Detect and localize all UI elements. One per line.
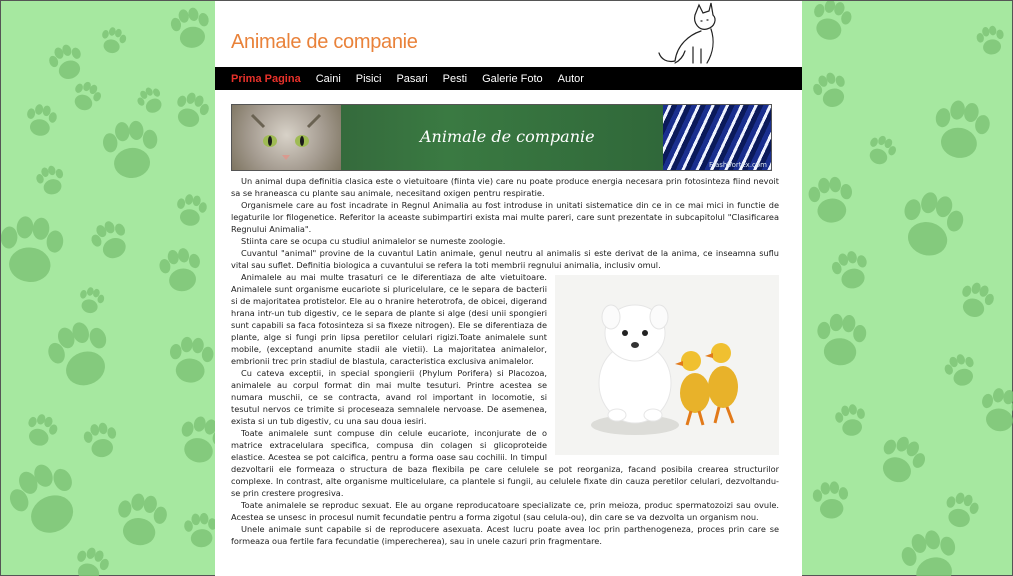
site-title[interactable]: Animale de companie xyxy=(231,31,418,53)
nav-item-prima-pagina[interactable]: Prima Pagina xyxy=(231,72,301,85)
paragraph: Toate animalele sunt compuse din celule eucariote, inconjurate de o matrice extracelulara specifica, compusa din colagen si glicoproteide elastice. Acestea se pot calcifica, pentru a forma oase sau cochilii. In timpul dezvoltarii ele formeaza o structura de baza flexibila pe care celulele se pot reorganiza, facand posibila crearea structurilor complexe. In contrast, alte organisme multicelulare, ca plantele si fungii, au celulele fixate din cauza peretilor celulari, dezvoltandu-se prin crestere progresiva. xyxy=(231,428,779,498)
puppy-ducklings-photo xyxy=(555,275,779,455)
paragraph: Toate animalele se reproduc sexuat. Ele au organe reproducatoare specializate ce, prin meioza, produc spermatozoizi sau ovule. Acestea se unsesc in procesul numit fecundatie pentru a forma zigotul (sau celula-ou), din care se va dezvolta un organism nou. xyxy=(231,500,779,522)
paragraph: Stiinta care se ocupa cu studiul animalelor se numeste zoologie. xyxy=(241,236,506,246)
site-header xyxy=(215,1,802,67)
article-content xyxy=(231,175,779,547)
paragraph: Unele animale sunt capabile si de reproducere asexuata. Acest lucru poate avea loc prin parthenogeneza, proces prin care se formeaza oua fertile fara fecundatie (imperecherea), sau in unele cazuri prin fragmentare. xyxy=(231,524,779,546)
flash-banner[interactable] xyxy=(231,104,772,171)
banner-cat-photo xyxy=(232,105,341,171)
paragraph: Cuvantul "animal" provine de la cuvantul Latin animale, genul neutru al animalis si este derivat de la anima, ce inseamna suflu vital sau suflet. Definitia biologica a cuvantului se refera la toti membrii regnului animalia, inclusiv omul. xyxy=(231,248,779,270)
paragraph: Organismele care au fost incadrate in Regnul Animalia au fost introduse in unitati sistematice din ce in ce mai mici in functie de legaturile lor filogenetice. Referitor la aceaste subimpartiri exista mai multe pareri, care sunt prezentate in subcapitolul "Clasificarea Regnului Animalia". xyxy=(231,200,779,234)
cat-sketch-icon xyxy=(655,1,725,65)
nav-item-caini[interactable]: Caini xyxy=(315,72,341,85)
nav-item-pisici[interactable]: Pisici xyxy=(355,72,382,85)
paragraph: Animalele au mai multe trasaturi ce le diferentiaza de alte vietuitoare. Animalele sunt organisme eucariote si pluricelulare, ce le separa de bacterii si de majoritatea protistelor. Ele au o hranire heterotrofa, de obicei, digerand hrana intr-un tub digestiv, ce le separa de plante si alge (desi unii spongieri sunt capabili sa faca fotosinteza si sa fixeze nitrogen). Ele se diferentiaza de plante, alge si fungi prin lipsa peretilor celulari rigizi.Toate animalele sunt mobile, (exceptand anumite stadii ale vietii). La majoritatea animalelor, embrionii trec prin stadiul de blastula, caracteristica exclusiva animalelor. xyxy=(231,272,547,366)
nav-item-galerie-foto[interactable]: Galerie Foto xyxy=(482,72,543,85)
paragraph: Cu cateva exceptii, in special spongierii (Phylum Porifera) si Placozoa, animalele au corpul format din mai multe tesuturi. Printre acestea se numara muschii, ce se contracta, avand rol important in locomotie, si tesutul nervos ce trimite si proceseaza semnalele nervoase. De asemenea, exista si un tub digestiv, cu una sau doua iesiri. xyxy=(231,368,547,426)
main-navigation xyxy=(215,67,802,90)
nav-item-autor[interactable]: Autor xyxy=(557,72,584,85)
nav-item-pesti[interactable]: Pesti xyxy=(442,72,468,85)
banner-credit: FlashVortex.com xyxy=(709,161,767,169)
banner-text: Animale de companie xyxy=(420,127,595,146)
paragraph: Un animal dupa definitia clasica este o vietuitoare (fiinta vie) care nu poate produce energia necesara prin fotosinteza fiind nevoit sa se hraneasca cu plante sau animale, necesitand oxigen pentru respiratie. xyxy=(231,176,779,198)
page-container xyxy=(215,1,802,576)
nav-item-pasari[interactable]: Pasari xyxy=(396,72,428,85)
